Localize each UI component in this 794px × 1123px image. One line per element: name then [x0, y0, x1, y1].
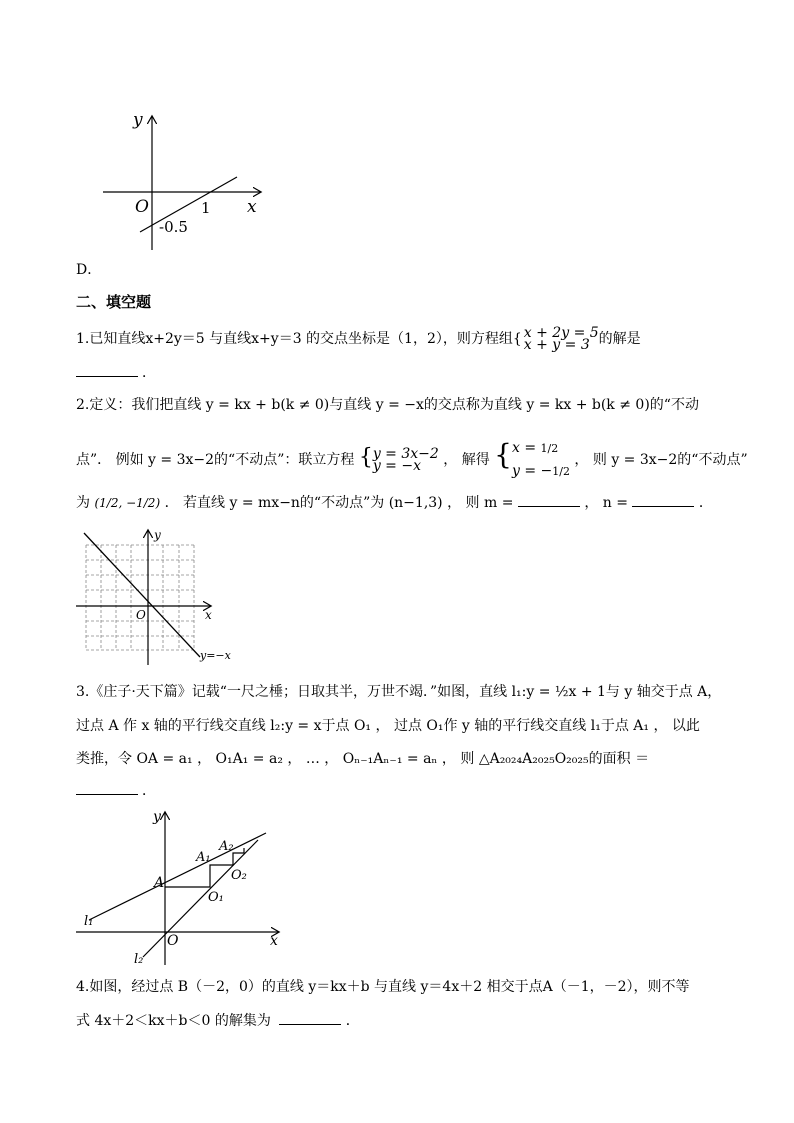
origin-label: O: [136, 608, 146, 622]
q4-line2: [76, 1010, 360, 1031]
q3-answer-line: [76, 780, 156, 801]
a1-label: A₁: [196, 850, 211, 865]
l2-label: l₂: [134, 952, 144, 967]
q2-system: [373, 448, 439, 472]
q1-text: [76, 327, 641, 351]
q2-sol-x: x =: [511, 440, 541, 456]
q1-answer-blank[interactable]: [76, 362, 138, 377]
option-d-label: D．: [76, 262, 102, 278]
section-title: 二、填空题: [76, 293, 152, 311]
q2-sys1a: y = 3x−2: [372, 446, 439, 462]
q2-brace1: {: [358, 445, 373, 470]
one-label: 1: [201, 199, 211, 217]
q3-answer-blank[interactable]: [76, 780, 138, 795]
o1-label: O₁: [208, 890, 224, 905]
q2-line2c: ， 则 y = 3x−2的“不动点”: [574, 452, 748, 468]
q2-point: (1/2, −1/2): [94, 496, 161, 510]
q4-end: ．: [345, 1013, 360, 1029]
y-label: y: [153, 809, 161, 825]
q4-answer-blank[interactable]: [279, 1010, 341, 1025]
q2-line2: [76, 437, 748, 483]
graph-line: [140, 177, 237, 232]
q1-system: [524, 327, 599, 351]
grid: [86, 545, 194, 650]
line-label: y=−x: [200, 649, 231, 662]
q1-answer-line: [76, 362, 156, 383]
q1-eq2: x + y = 3: [523, 337, 590, 353]
q2-sol-y-val: 1/2: [552, 465, 570, 478]
q2-brace2: {: [494, 438, 512, 471]
a2-label: A₂: [219, 839, 234, 854]
q3-end: ．: [142, 783, 156, 799]
option-d-graph: [95, 105, 275, 255]
x-label: x: [247, 197, 257, 217]
q3-line3: 类推，令 OA = a₁ ， O₁A₁ = a₂ ， … ， Oₙ₋₁Aₙ₋₁ = aₙ ， 则 △A₂₀₂₄A₂₀₂₅O₂₀₂₅的面积 ＝: [76, 751, 650, 767]
o2-label: O₂: [231, 868, 247, 883]
origin-label: O: [135, 197, 149, 217]
q3-line2: 过点 A 作 x 轴的平行线交直线 l₂:y = x于点 O₁ ， 过点 O₁作 y 轴的平行线交直线 l₁于点 A₁ ， 以此: [76, 718, 700, 734]
q2-sol-y: y = −: [511, 463, 553, 479]
x-label: x: [205, 608, 212, 622]
q2-line3b: ． 若直线 y = mx−n的“不动点”为 (n−1,3) ， 则 m =: [164, 495, 514, 511]
q2-line2a: 点”． 例如 y = 3x−2的“不动点”：联立方程: [76, 452, 355, 468]
q4-line1: 4.如图，经过点 B（－2，0）的直线 y＝kx＋b 与直线 y＝4x＋2 相交于点A（－1，－2），则不等: [76, 979, 690, 995]
origin-label: O: [167, 933, 179, 949]
q2-line3d: ．: [698, 495, 713, 511]
q1-text-b: 的解是: [598, 331, 641, 347]
q2-graph: [70, 525, 240, 670]
q2-n-blank[interactable]: [632, 492, 694, 507]
q2-line3c: ， n =: [584, 495, 629, 511]
q2-line2b: ， 解得: [443, 452, 490, 468]
q2-line1: 2.定义：我们把直线 y = kx + b(k ≠ 0)与直线 y = −x的交点称为直线 y = kx + b(k ≠ 0)的“不动: [76, 397, 699, 413]
line-y-neg-x: [84, 533, 200, 657]
l1-label: l₁: [84, 914, 94, 929]
q2-line3a: 为: [76, 495, 90, 511]
q3-line1: 3.《庄子·天下篇》记载“一尺之棰；日取其半，万世不竭．”如图，直线 l₁:y = ½x + 1与 y 轴交于点 A，: [76, 684, 722, 700]
q1-eq1: x + 2y = 5: [523, 325, 599, 341]
q2-line3: [76, 492, 713, 513]
y-label: y: [154, 528, 161, 542]
q1-end: ．: [142, 365, 156, 381]
q4-line2-text: 式 4x＋2＜kx＋b＜0 的解集为: [76, 1013, 271, 1029]
a-label: A: [154, 875, 165, 891]
q1-text-a: 1.已知直线x+2y＝5 与直线x+y＝3 的交点坐标是（1，2），则方程组{: [76, 331, 522, 347]
q2-m-blank[interactable]: [518, 492, 580, 507]
q2-solution: [512, 437, 570, 483]
q3-graph: [76, 805, 291, 970]
q2-sol-x-val: 1/2: [540, 442, 559, 455]
y-label: y: [133, 110, 143, 130]
neg-half-label: -0.5: [159, 218, 188, 236]
x-label: x: [270, 933, 278, 949]
q2-sys1b: y = −x: [372, 458, 421, 474]
